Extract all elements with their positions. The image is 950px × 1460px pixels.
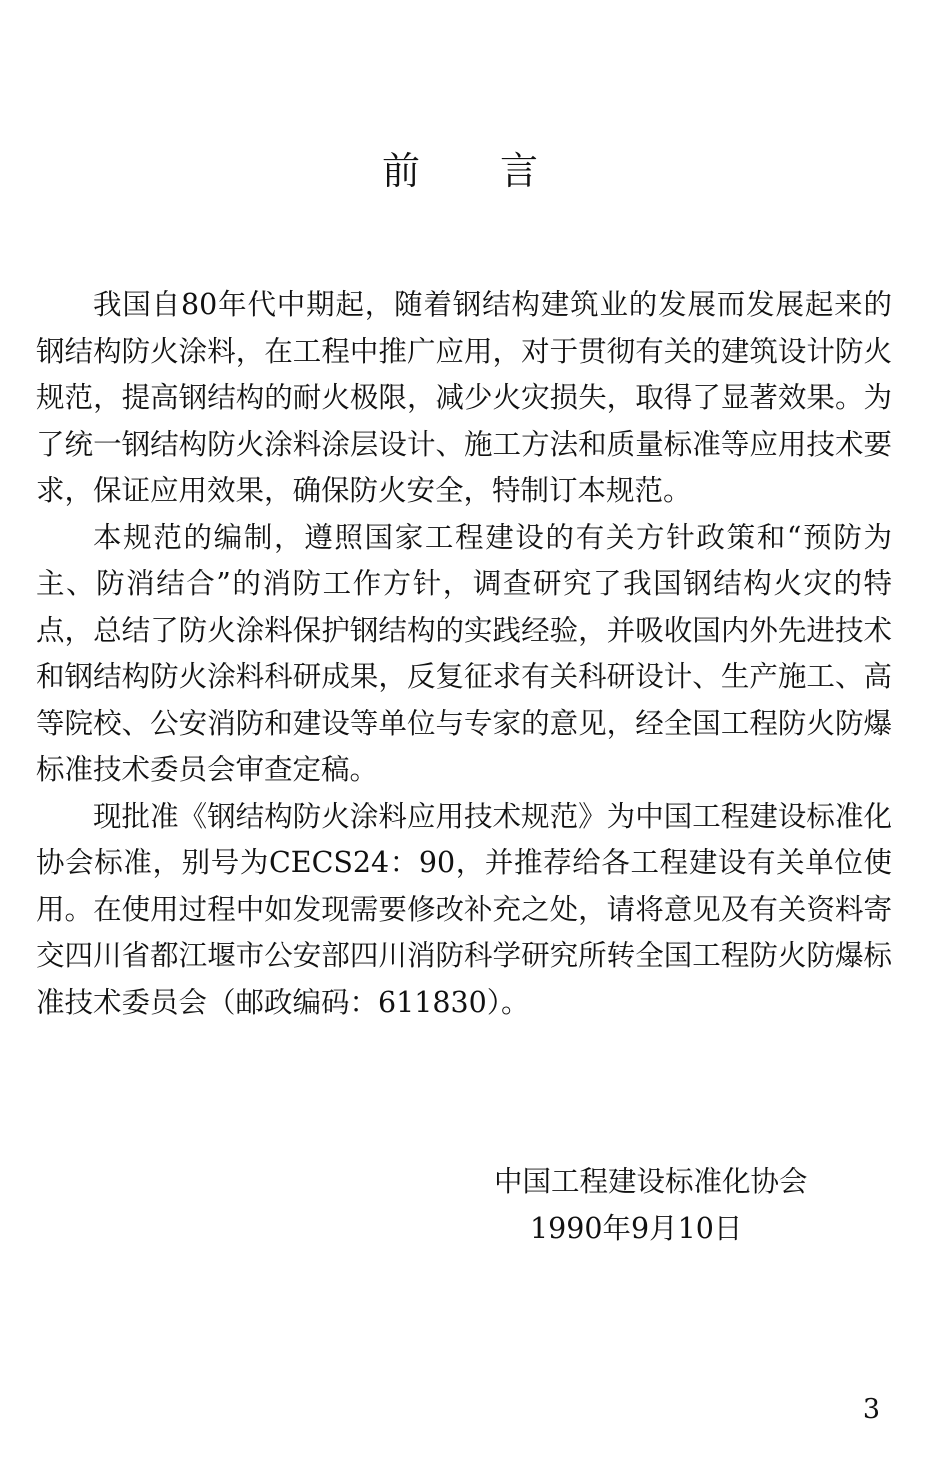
signature-date: 1990年9月10日 — [530, 1212, 743, 1245]
preface-body — [36, 282, 892, 1026]
signature-organization: 中国工程建设标准化协会 — [494, 1165, 808, 1198]
paragraph-approval: 现批准《钢结构防火涂料应用技术规范》为中国工程建设标准化协会标准，别号为CECS24：90，并推荐给各工程建设有关单位使用。在使用过程中如发现需要修改补充之处，请将意见及有关资料寄交四川省都江堰市公安部四川消防科学研究所转全国工程防火防爆标准技术委员会（邮政编码：611830）。 — [36, 799, 892, 1019]
page-number: 3 — [862, 1394, 880, 1425]
paragraph-background: 我国自80年代中期起，随着钢结构建筑业的发展而发展起来的钢结构防火涂料，在工程中推广应用，对于贯彻有关的建筑设计防火规范，提高钢结构的耐火极限，减少火灾损失，取得了显著效果。为了统一钢结构防火涂料涂层设计、施工方法和质量标准等应用技术要求，保证应用效果，确保防火安全，特制订本规范。 — [36, 288, 892, 507]
signature-block — [494, 1158, 894, 1252]
page-title: 前言 — [381, 149, 618, 193]
paragraph-compilation: 本规范的编制，遵照国家工程建设的有关方针政策和“预防为主、防消结合”的消防工作方针，调查研究了我国钢结构火灾的特点，总结了防火涂料保护钢结构的实践经验，并吸收国内外先进技术和钢结构防火涂料科研成果，反复征求有关科研设计、生产施工、高等院校、公安消防和建设等单位与专家的意见，经全国工程防火防爆标准技术委员会审查定稿。 — [36, 520, 892, 786]
